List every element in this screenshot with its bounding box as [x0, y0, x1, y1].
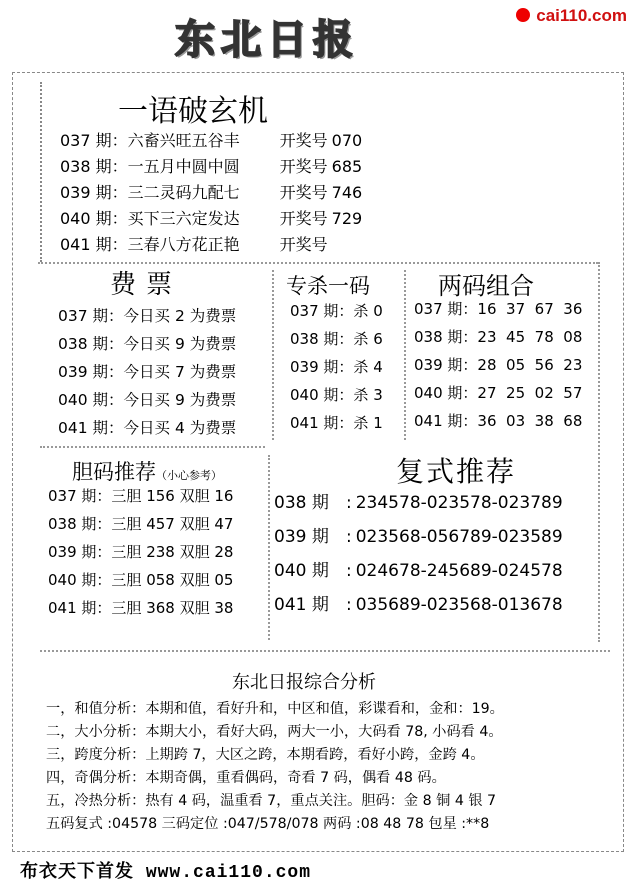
feipiao-text: 今日买 9 为费票: [123, 335, 237, 353]
danma-text: 三胆 457 双胆 47: [111, 515, 234, 533]
feipiao-row: [58, 360, 236, 388]
danma-row: [48, 569, 233, 597]
liangma-title: 两码组合: [438, 272, 534, 300]
analysis-line: 一，和值分析：本期和值，看好升和，中区和值，彩谍看和，金和：19。: [46, 701, 504, 717]
feipiao-sep: ：: [108, 335, 124, 353]
logo-dot-icon: [516, 8, 530, 22]
yiyu-row: [60, 128, 362, 154]
feipiao-row: [58, 416, 236, 444]
yiyu-phrase: 三二灵码九配七: [127, 183, 240, 202]
zhuansha-period: 038 期: [290, 330, 339, 348]
zhuansha-period: 041 期: [290, 414, 339, 432]
fushi-row: [274, 522, 563, 556]
liangma-sep: ：: [462, 356, 478, 374]
danma-period: 037 期: [48, 487, 97, 505]
yiyu-sep: ：: [111, 157, 128, 176]
yiyu-phrase: 一五月中圆中圆: [127, 157, 240, 176]
feipiao-text: 今日买 2 为费票: [123, 307, 237, 325]
yiyu-label: 开奖号: [279, 235, 328, 254]
fushi-list: [274, 488, 563, 624]
site-logo: [516, 6, 627, 26]
yiyu-num: 685: [331, 157, 363, 176]
danma-text: 三胆 238 双胆 28: [111, 543, 234, 561]
yiyu-sep: ：: [111, 131, 128, 150]
liangma-row: [414, 298, 582, 326]
yiyu-label: 开奖号: [279, 183, 328, 202]
danma-text: 三胆 058 双胆 05: [111, 571, 234, 589]
fushi-text: 035689-023568-013678: [355, 595, 563, 615]
divider-zhuansha: [404, 270, 406, 440]
feipiao-text: 今日买 9 为费票: [123, 391, 237, 409]
analysis-line: 四，奇偶分析：本期奇偶，重看偶码，奇看 7 码，偶看 48 码。: [46, 770, 446, 786]
yiyu-period: 038 期: [60, 157, 112, 176]
danma-row: [48, 541, 233, 569]
danma-title-text: 胆码推荐: [72, 460, 156, 484]
yiyu-num: 729: [331, 209, 363, 228]
danma-sep: ：: [96, 571, 112, 589]
fushi-row: [274, 488, 563, 522]
yiyu-phrase: 三春八方花正艳: [127, 235, 240, 254]
fushi-period: 041 期: [274, 595, 329, 615]
analysis-line: 三，跨度分析：上期跨 7，大区之跨，本期看跨，看好小跨，金跨 4。: [46, 747, 485, 763]
zhuansha-list: [290, 300, 383, 440]
fushi-colon: :: [346, 561, 352, 581]
yiyu-period: 039 期: [60, 183, 112, 202]
zhuansha-title: 专杀一码: [286, 274, 370, 298]
yiyu-sep: ：: [111, 235, 128, 254]
yiyu-period: 037 期: [60, 131, 112, 150]
fushi-period: 039 期: [274, 527, 329, 547]
danma-text: 三胆 368 双胆 38: [111, 599, 234, 617]
liangma-period: 038 期: [414, 328, 463, 346]
yiyu-label: 开奖号: [279, 157, 328, 176]
feipiao-row: [58, 332, 236, 360]
analysis-line: 五，冷热分析：热有 4 码，温重看 7，重点关注。胆码：金 8 铜 4 银 7: [46, 793, 497, 809]
yiyu-label: 开奖号: [279, 209, 328, 228]
yiyu-phrase: 六畜兴旺五谷丰: [127, 131, 240, 150]
feipiao-sep: ：: [108, 419, 124, 437]
yiyu-title: 一语破玄机: [118, 94, 268, 129]
feipiao-list: [58, 304, 236, 444]
zhuansha-sep: ：: [338, 414, 354, 432]
liangma-period: 041 期: [414, 412, 463, 430]
liangma-codes: 23 45 78 08: [477, 328, 583, 346]
yiyu-sep: ：: [111, 209, 128, 228]
feipiao-period: 041 期: [58, 419, 109, 437]
fushi-title: 复式推荐: [396, 455, 517, 488]
danma-sep: ：: [96, 487, 112, 505]
analysis-line: 五码复式 :04578 三码定位 :047/578/078 两码 :08 48 78 包星 :**8: [46, 816, 490, 832]
liangma-row: [414, 410, 582, 438]
zhuansha-text: 杀 1: [353, 414, 383, 432]
danma-sep: ：: [96, 543, 112, 561]
yiyu-num: 746: [331, 183, 363, 202]
fushi-period: 040 期: [274, 561, 329, 581]
danma-note: （小心参考）: [156, 469, 222, 482]
feipiao-sep: ：: [108, 391, 124, 409]
divider-mid-left: [40, 446, 265, 448]
zhuansha-sep: ：: [338, 330, 354, 348]
divider-feipiao: [272, 270, 274, 440]
liangma-period: 040 期: [414, 384, 463, 402]
liangma-row: [414, 382, 582, 410]
zhuansha-sep: ：: [338, 358, 354, 376]
danma-text: 三胆 156 双胆 16: [111, 487, 234, 505]
feipiao-sep: ：: [108, 307, 124, 325]
zhuansha-period: 039 期: [290, 358, 339, 376]
feipiao-period: 037 期: [58, 307, 109, 325]
zhuansha-sep: ：: [338, 386, 354, 404]
liangma-period: 037 期: [414, 300, 463, 318]
yiyu-row: [60, 154, 362, 180]
footer: [20, 857, 311, 883]
feipiao-row: [58, 388, 236, 416]
yiyu-row: [60, 180, 362, 206]
liangma-sep: ：: [462, 384, 478, 402]
liangma-codes: 36 03 38 68: [477, 412, 583, 430]
feipiao-title: 费票: [110, 270, 183, 300]
zhuansha-row: [290, 300, 383, 328]
liangma-codes: 28 05 56 23: [477, 356, 583, 374]
fushi-colon: :: [346, 595, 352, 615]
danma-title: [72, 456, 222, 486]
zhuansha-text: 杀 6: [353, 330, 383, 348]
feipiao-sep: ：: [108, 363, 124, 381]
yiyu-num: 070: [331, 131, 363, 150]
zhuansha-row: [290, 384, 383, 412]
zhuansha-text: 杀 4: [353, 358, 383, 376]
liangma-period: 039 期: [414, 356, 463, 374]
danma-period: 040 期: [48, 571, 97, 589]
fushi-text: 024678-245689-024578: [355, 561, 563, 581]
zhuansha-row: [290, 412, 383, 440]
liangma-codes: 27 25 02 57: [477, 384, 583, 402]
liangma-sep: ：: [462, 412, 478, 430]
fushi-colon: :: [346, 527, 352, 547]
site-url: cai110.com: [536, 6, 627, 25]
zhuansha-text: 杀 3: [353, 386, 383, 404]
danma-row: [48, 597, 233, 625]
footer-cn: 布衣天下首发: [20, 861, 134, 882]
yiyu-period: 040 期: [60, 209, 112, 228]
feipiao-period: 040 期: [58, 391, 109, 409]
yiyu-period: 041 期: [60, 235, 112, 254]
danma-sep: ：: [96, 599, 112, 617]
fushi-row: [274, 556, 563, 590]
zhuansha-period: 040 期: [290, 386, 339, 404]
danma-row: [48, 485, 233, 513]
zhuansha-sep: ：: [338, 302, 354, 320]
analysis-list: [46, 698, 504, 836]
danma-period: 041 期: [48, 599, 97, 617]
zhuansha-row: [290, 328, 383, 356]
danma-period: 039 期: [48, 543, 97, 561]
fushi-period: 038 期: [274, 493, 329, 513]
liangma-row: [414, 354, 582, 382]
feipiao-row: [58, 304, 236, 332]
zhuansha-row: [290, 356, 383, 384]
liangma-row: [414, 326, 582, 354]
fushi-row: [274, 590, 563, 624]
yiyu-row: [60, 232, 362, 258]
danma-row: [48, 513, 233, 541]
feipiao-text: 今日买 7 为费票: [123, 363, 237, 381]
feipiao-period: 038 期: [58, 335, 109, 353]
feipiao-period: 039 期: [58, 363, 109, 381]
analysis-line: 二，大小分析：本期大小，看好大码，两大一小，大码看 78, 小码看 4。: [46, 724, 503, 740]
footer-url: www.cai110.com: [145, 863, 312, 883]
danma-period: 038 期: [48, 515, 97, 533]
liangma-sep: ：: [462, 328, 478, 346]
zhuansha-text: 杀 0: [353, 302, 383, 320]
fushi-text: 234578-023578-023789: [355, 493, 563, 513]
divider-danma: [268, 455, 270, 640]
fushi-colon: :: [346, 493, 352, 513]
liangma-codes: 16 37 67 36: [477, 300, 583, 318]
fushi-text: 023568-056789-023589: [355, 527, 563, 547]
masthead-title: 东北日报: [175, 17, 359, 63]
analysis-title: 东北日报综合分析: [232, 672, 376, 693]
zhuansha-period: 037 期: [290, 302, 339, 320]
liangma-sep: ：: [462, 300, 478, 318]
divider-right: [598, 262, 600, 642]
divider-bottom: [40, 650, 610, 652]
yiyu-sep: ：: [111, 183, 128, 202]
yiyu-phrase: 买下三六定发达: [127, 209, 240, 228]
feipiao-text: 今日买 4 为费票: [123, 419, 237, 437]
danma-list: [48, 485, 233, 625]
yiyu-row: [60, 206, 362, 232]
liangma-list: [414, 298, 582, 438]
yiyu-label: 开奖号: [279, 131, 328, 150]
danma-sep: ：: [96, 515, 112, 533]
yiyu-list: [60, 128, 362, 258]
